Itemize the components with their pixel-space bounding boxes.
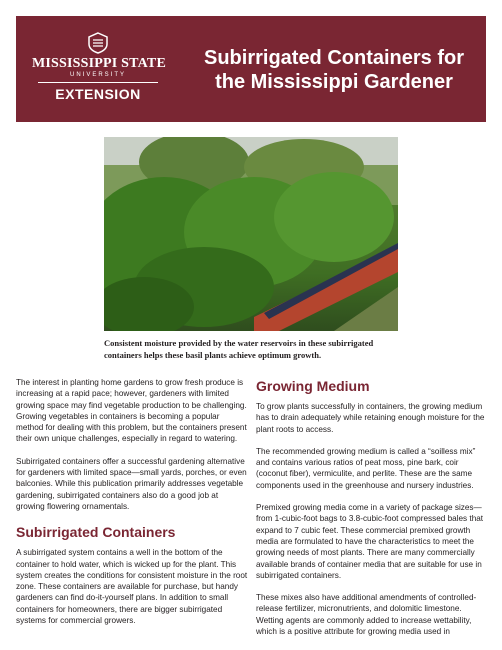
right-column xyxy=(256,377,488,648)
basil-containers-photo xyxy=(104,137,398,331)
title-line-1: Subirrigated Containers for xyxy=(203,47,465,69)
logo-divider xyxy=(38,82,158,83)
header-banner xyxy=(16,16,486,122)
logo-university-text: UNIVERSITY xyxy=(69,72,126,78)
title-line-2: the Mississippi Gardener xyxy=(215,71,453,93)
section-heading-growing-medium: Growing Medium xyxy=(256,378,370,394)
growing-medium-paragraph-1: To grow plants successfully in containers, the growing medium has to drain adequately while retaining enough moisture for the plant roots to access. xyxy=(256,402,485,434)
msu-extension-logo xyxy=(32,30,164,110)
caption-line-2: containers helps these basil plants achieve optimum growth. xyxy=(104,350,322,360)
caption-line-1: Consistent moisture provided by the water reservoirs in these subirrigated xyxy=(104,338,374,348)
left-column xyxy=(16,377,248,637)
intro-paragraph: The interest in planting home gardens to grow fresh produce is increasing at a rapid pace; however, gardeners with limited growing space may find vegetable production to be challenging. Growing vegetables in containers is becoming a popular method for dealing with this problem, but the containers present their own unique challenges, especially in regard to watering. xyxy=(16,378,247,444)
growing-medium-paragraph-4: These mixes also have additional amendments of controlled-release fertilizer, micronutrients, and dolomitic limestone. Wetting agents are commonly added to increase wettability, which is a positive attribute for growing media used in xyxy=(256,593,477,637)
section-heading-subirrigated-containers: Subirrigated Containers xyxy=(16,524,176,541)
document-title xyxy=(184,46,484,94)
logo-extension-text: EXTENSION xyxy=(55,86,141,102)
growing-medium-paragraph-3: Premixed growing media come in a variety of package sizes—from 1-cubic-foot bags to 3.8-cubic-foot compressed bales that expand to 7 cubic feet. These commercial premixed growth media are formulated to have the characteristics to meet the growing needs of most plants. There are many commercially available brands of container media that are suitable for use in subirrigated containers. xyxy=(256,503,484,580)
subirrigated-intro-paragraph: Subirrigated containers offer a successful gardening alternative for gardeners with limited space—small yards, porches, or even balconies. While this publication primarily addresses vegetable gardening, subirrigated containers also do a good job at growing flowering ornamentals. xyxy=(16,456,247,511)
growing-medium-paragraph-2: The recommended growing medium is called a “soilless mix” and contains various ratios of peat moss, pine bark, coir (coconut fiber), vermiculite, and perlite. These are the same components used in the greenhouse and nursery industries. xyxy=(256,446,476,490)
photo-illustration xyxy=(104,137,398,331)
logo-state-text: MISSISSIPPI STATE xyxy=(32,56,166,71)
msu-seal-icon xyxy=(88,32,108,54)
photo-caption xyxy=(104,337,404,361)
subirrigated-system-paragraph: A subirrigated system contains a well in the bottom of the container to hold water, which is wicked up for the plant. This system creates the conditions for consistent moisture in the root zone. These containers are available for purchase, but handy gardeners can find do-it-yourself plans. In addition to small containers for homeowners, there are bigger subirrigated systems for commercial growers. xyxy=(16,548,248,626)
